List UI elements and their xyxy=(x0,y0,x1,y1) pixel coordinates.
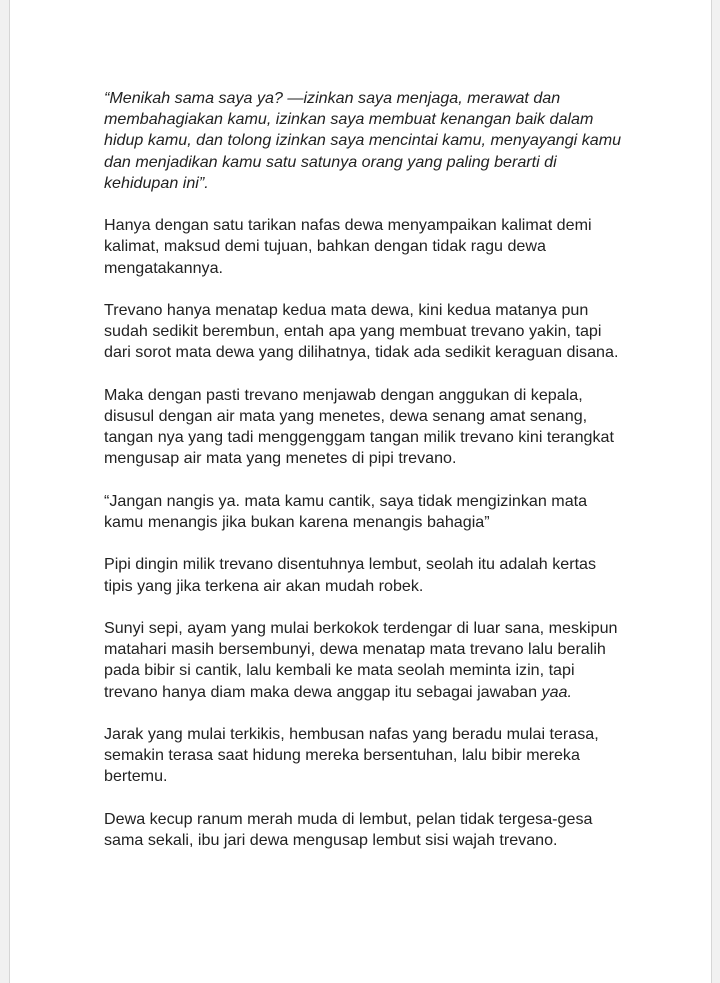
paragraph-5: “Jangan nangis ya. mata kamu cantik, saya tidak mengizinkan mata kamu menangis jika bukan karena menangis bahagia” xyxy=(104,491,588,531)
document-body xyxy=(104,88,634,872)
paragraph-6: Pipi dingin milik trevano disentuhnya lembut, seolah itu adalah kertas tipis yang jika terkena air akan mudah robek. xyxy=(104,555,597,595)
paragraph-1: “Menikah sama saya ya? —izinkan saya menjaga, merawat dan membahagiakan kamu, izinkan saya membuat kenangan baik dalam hidup kamu, dan tolong izinkan saya mencintai kamu, menyayangi kamu dan menjadikan kamu satu satunya orang yang paling berarti di kehidupan ini”. xyxy=(104,89,622,192)
paragraph-7-italic-word: yaa. xyxy=(541,682,572,701)
paragraph-3: Trevano hanya menatap kedua mata dewa, kini kedua matanya pun sudah sedikit berembun, entah apa yang membuat trevano yakin, tapi dari sorot mata dewa yang dilihatnya, tidak ada sedikit keraguan disana. xyxy=(104,301,619,362)
paragraph-8: Jarak yang mulai terkikis, hembusan nafas yang beradu mulai terasa, semakin terasa saat hidung mereka bersentuhan, lalu bibir mereka bertemu. xyxy=(104,724,599,786)
paragraph-7-text: Sunyi sepi, ayam yang mulai berkokok terdengar di luar sana, meskipun matahari masih bersembunyi, dewa menatap mata trevano lalu beralih pada bibir si cantik, lalu kembali ke mata seolah meminta izin, tapi trevano hanya diam maka dewa anggap itu sebagai jawaban xyxy=(104,618,618,701)
paragraph-4: Maka dengan pasti trevano menjawab dengan anggukan di kepala, disusul dengan air mata yang menetes, dewa senang amat senang, tangan nya yang tadi menggenggam tangan milik trevano kini terangkat mengusap air mata yang menetes di pipi trevano. xyxy=(104,385,614,468)
paragraph-2: Hanya dengan satu tarikan nafas dewa menyampaikan kalimat demi kalimat, maksud demi tujuan, bahkan dengan tidak ragu dewa mengatakannya. xyxy=(104,216,592,277)
document-page xyxy=(9,0,712,983)
paragraph-9: Dewa kecup ranum merah muda di lembut, pelan tidak tergesa-gesa sama sekali, ibu jari dewa mengusap lembut sisi wajah trevano. xyxy=(104,809,593,849)
paragraph-7 xyxy=(104,618,634,703)
